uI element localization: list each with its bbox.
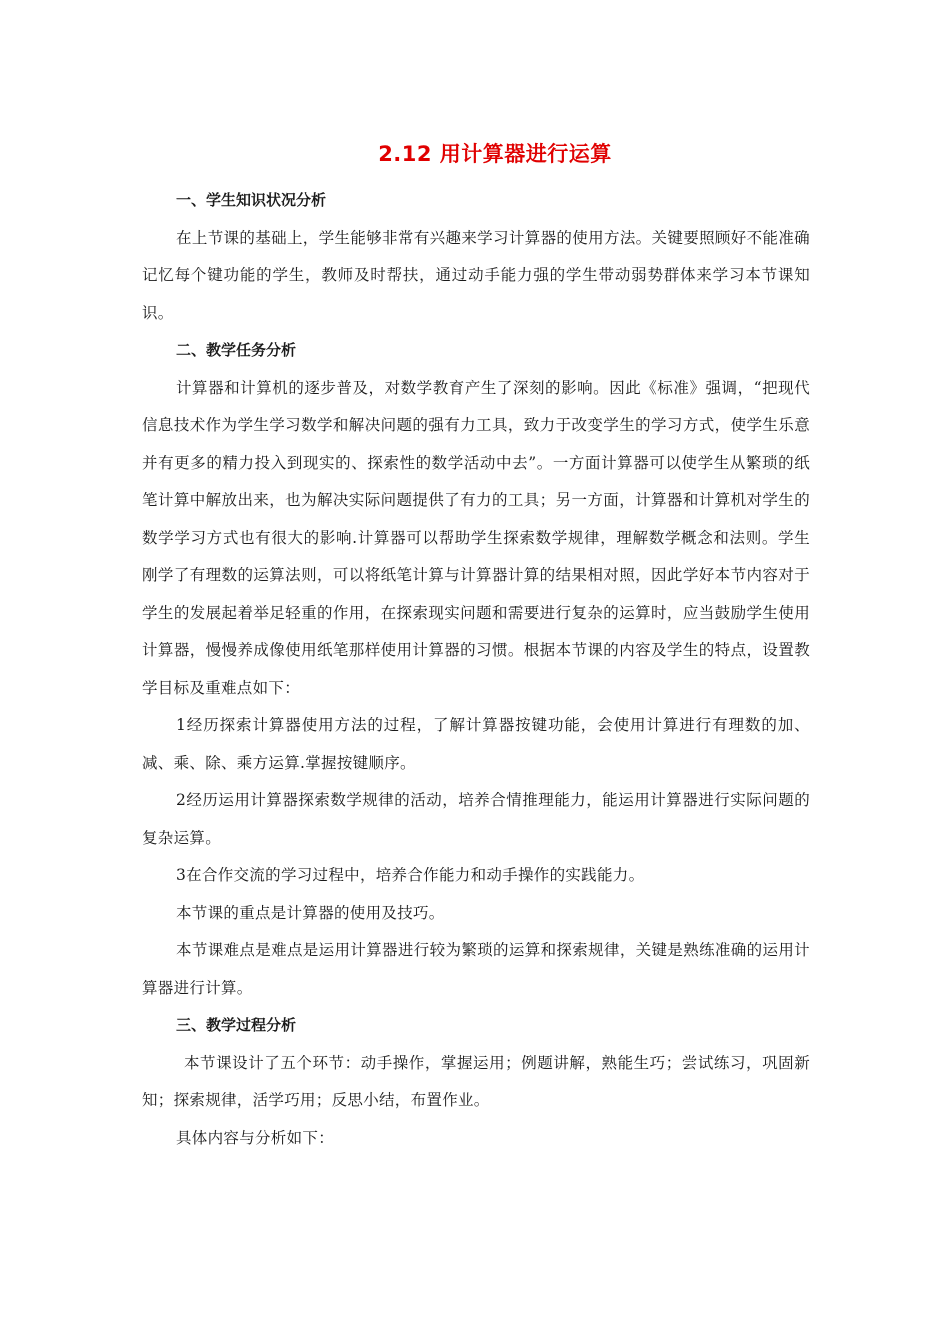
document-body: [142, 182, 810, 1157]
paragraph: 在上节课的基础上，学生能够非常有兴趣来学习计算器的使用方法。关键要照顾好不能准确记忆每个键功能的学生，教师及时帮扶，通过动手能力强的学生带动弱势群体来学习本节课知识。: [142, 228, 810, 322]
section-heading-process-analysis: 三、教学过程分析: [176, 1016, 297, 1034]
paragraph-difficulty: 本节课难点是难点是运用计算器进行较为繁琐的运算和探索规律，关键是熟练准确的运用计算器进行计算。: [142, 941, 810, 997]
paragraph-key-point: 本节课的重点是计算器的使用及技巧。: [176, 903, 445, 922]
paragraph-goal-2: 2经历运用计算器探索数学规律的活动，培养合情推理能力，能运用计算器进行实际问题的复杂运算。: [142, 791, 810, 847]
paragraph-goal-3: 3在合作交流的学习过程中，培养合作能力和动手操作的实践能力。: [176, 866, 645, 884]
paragraph: 本节课设计了五个环节：动手操作，掌握运用；例题讲解，熟能生巧；尝试练习，巩固新知；探索规律，活学巧用；反思小结，布置作业。: [142, 1053, 810, 1109]
paragraph-goal-1: 1经历探索计算器使用方法的过程，了解计算器按键功能，会使用计算进行有理数的加、减、乘、除、乘方运算.掌握按键顺序。: [142, 716, 810, 772]
paragraph: 具体内容与分析如下：: [176, 1128, 335, 1147]
section-heading-student-analysis: 一、学生知识状况分析: [176, 191, 327, 209]
section-heading-task-analysis: 二、教学任务分析: [176, 341, 297, 359]
document-title: 2.12 用计算器进行运算: [378, 142, 612, 166]
paragraph: 计算器和计算机的逐步普及，对数学教育产生了深刻的影响。因此《标准》强调，“把现代信息技术作为学生学习数学和解决问题的强有力工具，致力于改变学生的学习方式，使学生乐意并有更多的精力投入到现实的、探索性的数学活动中去”。一方面计算器可以使学生从繁琐的纸笔计算中解放出来，也为解决实际问题提供了有力的工具；另一方面，计算器和计算机对学生的数学学习方式也有很大的影响.计算器可以帮助学生探索数学规律，理解数学概念和法则。学生刚学了有理数的运算法则，可以将纸笔计算与计算器计算的结果相对照，因此学好本节内容对于学生的发展起着举足轻重的作用，在探索现实问题和需要进行复杂的运算时，应当鼓励学生使用计算器，慢慢养成像使用纸笔那样使用计算器的习惯。根据本节课的内容及学生的特点，设置教学目标及重难点如下：: [142, 378, 810, 697]
